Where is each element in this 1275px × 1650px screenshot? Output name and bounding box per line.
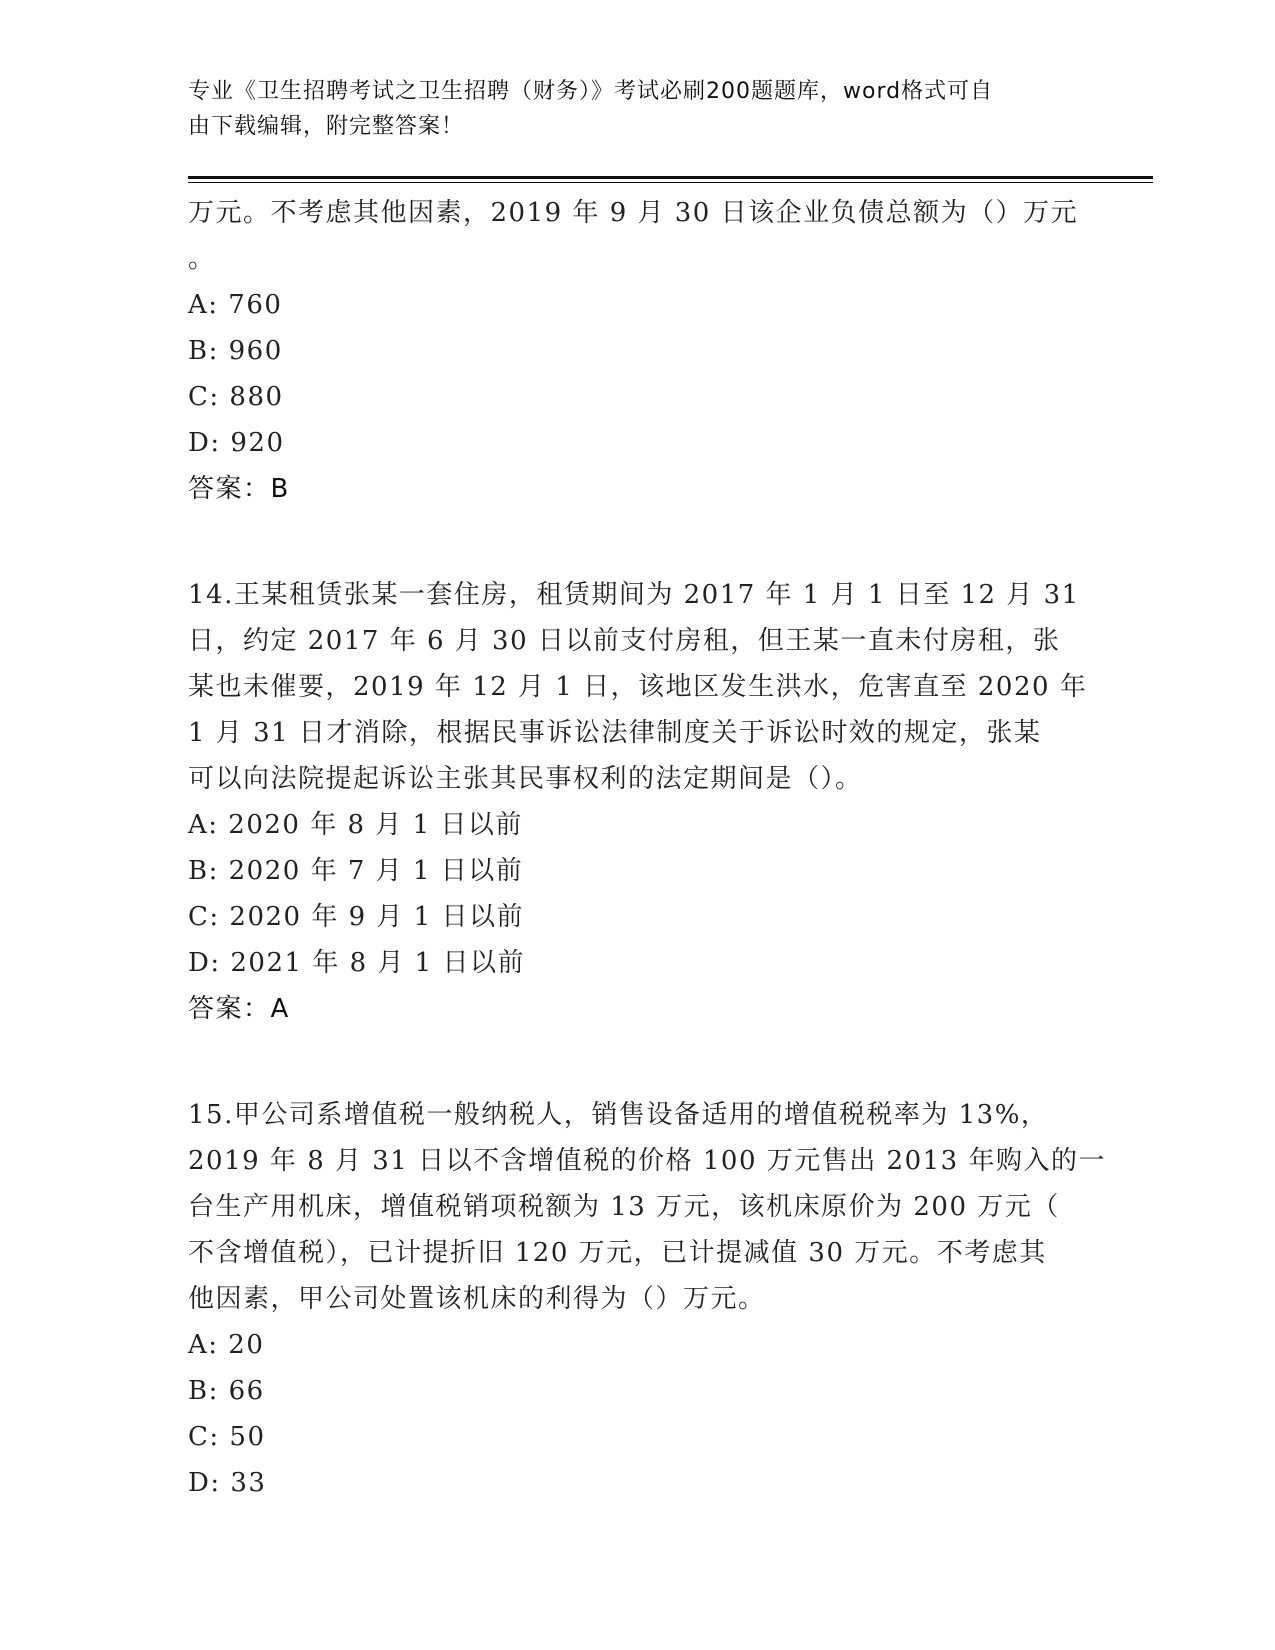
header-line-2: 由下载编辑，附完整答案！ bbox=[188, 114, 465, 139]
option-b: B: 960 bbox=[188, 336, 283, 366]
answer-label: 答案：B bbox=[188, 474, 290, 504]
header-rule-thick bbox=[188, 176, 1153, 179]
spacer bbox=[188, 512, 1088, 572]
option-b: B: 66 bbox=[188, 1376, 265, 1406]
header-rule-thin bbox=[188, 182, 1153, 183]
question-text-line: 14.王某租赁张某一套住房，租赁期间为 2017 年 1 月 1 日至 12 月 31 bbox=[188, 580, 1080, 610]
question-text-line: 万元。不考虑其他因素，2019 年 9 月 30 日该企业负债总额为（）万元 bbox=[188, 198, 1079, 228]
option-c: C: 50 bbox=[188, 1422, 266, 1452]
question-text-line: 。 bbox=[188, 244, 216, 274]
question-text-line: 他因素，甲公司处置该机床的利得为（）万元。 bbox=[188, 1284, 766, 1314]
option-a: A: 760 bbox=[188, 290, 283, 320]
question-text-line: 某也未催要，2019 年 12 月 1 日，该地区发生洪水，危害直至 2020 年 bbox=[188, 672, 1088, 702]
option-d: D: 920 bbox=[188, 428, 285, 458]
option-c: C: 880 bbox=[188, 382, 284, 412]
option-d: D: 33 bbox=[188, 1468, 267, 1498]
question-text-line: 1 月 31 日才消除，根据民事诉讼法律制度关于诉讼时效的规定，张某 bbox=[188, 718, 1042, 748]
spacer bbox=[188, 1032, 1088, 1092]
questions-content bbox=[188, 190, 1106, 1506]
document-header bbox=[188, 74, 1068, 144]
option-c: C: 2020 年 9 月 1 日以前 bbox=[188, 902, 524, 932]
question-text-line: 不含增值税），已计提折旧 120 万元，已计提减值 30 万元。不考虑其 bbox=[188, 1238, 1047, 1268]
option-b: B: 2020 年 7 月 1 日以前 bbox=[188, 856, 524, 886]
question-text-line: 可以向法院提起诉讼主张其民事权利的法定期间是（）。 bbox=[188, 764, 863, 794]
option-a: A: 2020 年 8 月 1 日以前 bbox=[188, 810, 523, 840]
question-13 bbox=[188, 190, 1088, 512]
answer-label: 答案：A bbox=[188, 994, 290, 1024]
question-text-line: 2019 年 8 月 31 日以不含增值税的价格 100 万元售出 2013 年购入的一 bbox=[188, 1146, 1106, 1176]
question-text-line: 台生产用机床，增值税销项税额为 13 万元，该机床原价为 200 万元（ bbox=[188, 1192, 1060, 1222]
question-text-line: 日，约定 2017 年 6 月 30 日以前支付房租，但王某一直未付房租，张 bbox=[188, 626, 1061, 656]
option-a: A: 20 bbox=[188, 1330, 265, 1360]
question-15 bbox=[188, 1092, 1106, 1506]
question-14 bbox=[188, 572, 1088, 1032]
option-d: D: 2021 年 8 月 1 日以前 bbox=[188, 948, 525, 978]
header-line-1: 专业《卫生招聘考试之卫生招聘（财务）》考试必刷200题题库，word格式可自 bbox=[188, 79, 994, 104]
question-text-line: 15.甲公司系增值税一般纳税人，销售设备适用的增值税税率为 13%， bbox=[188, 1100, 1049, 1130]
